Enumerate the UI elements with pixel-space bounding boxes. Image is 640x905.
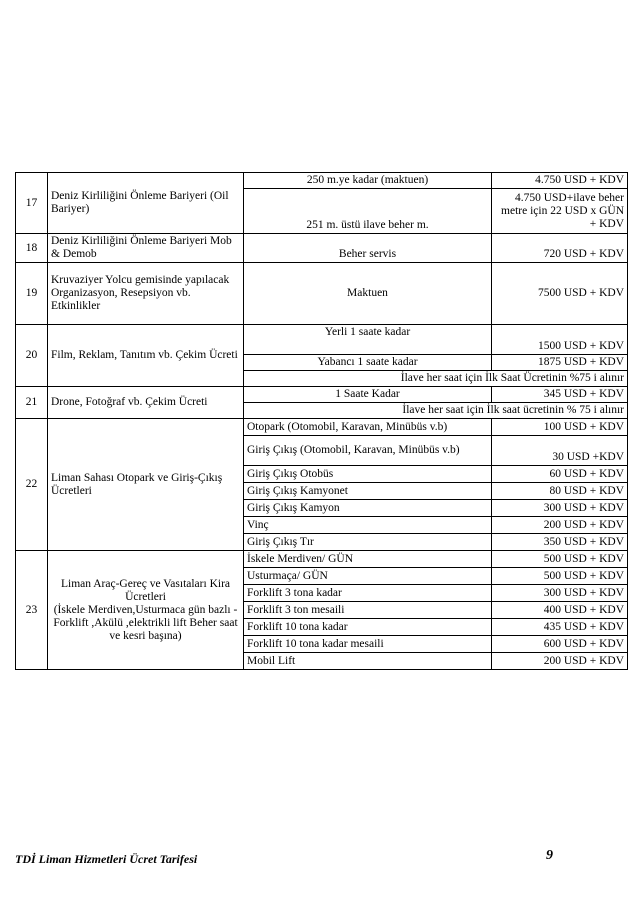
service-description: İskele Merdiven/ GÜN: [244, 551, 492, 568]
service-description: Forklift 3 tona kadar: [244, 585, 492, 602]
price-cell: 7500 USD + KDV: [492, 263, 628, 325]
service-name: Film, Reklam, Tanıtım vb. Çekim Ücreti: [48, 325, 244, 387]
price-cell: 60 USD + KDV: [492, 466, 628, 483]
price-cell: 1500 USD + KDV: [492, 325, 628, 355]
price-cell: 600 USD + KDV: [492, 636, 628, 653]
service-description: Giriş Çıkış Otobüs: [244, 466, 492, 483]
price-cell: 1875 USD + KDV: [492, 355, 628, 371]
service-description: Forklift 10 tona kadar mesaili: [244, 636, 492, 653]
price-cell: 300 USD + KDV: [492, 585, 628, 602]
price-cell: 30 USD +KDV: [492, 436, 628, 466]
price-cell: 345 USD + KDV: [492, 387, 628, 403]
row-number: 22: [16, 419, 48, 551]
service-description: Usturmaça/ GÜN: [244, 568, 492, 585]
price-cell: 400 USD + KDV: [492, 602, 628, 619]
table-row: [16, 551, 628, 568]
row-number: 18: [16, 234, 48, 263]
service-name: Liman Sahası Otopark ve Giriş-Çıkış Ücretleri: [48, 419, 244, 551]
price-cell: 350 USD + KDV: [492, 534, 628, 551]
service-description: Yerli 1 saate kadar: [244, 325, 492, 355]
service-name: Drone, Fotoğraf vb. Çekim Ücreti: [48, 387, 244, 419]
service-description: 251 m. üstü ilave beher m.: [244, 189, 492, 234]
price-cell: 435 USD + KDV: [492, 619, 628, 636]
service-name: Deniz Kirliliğini Önleme Bariyeri (Oil Bariyer): [48, 173, 244, 234]
price-cell: 4.750 USD+ilave beher metre için 22 USD x GÜN + KDV: [492, 189, 628, 234]
service-name-line: Organizasyon, Resepsiyon vb. Etkinlikler: [51, 287, 191, 312]
service-description: Giriş Çıkış Kamyon: [244, 500, 492, 517]
price-cell: 80 USD + KDV: [492, 483, 628, 500]
price-cell: 720 USD + KDV: [492, 234, 628, 263]
row-number: 20: [16, 325, 48, 387]
service-name-line: (İskele Merdiven,Usturmaca gün bazlı - Forklift ,Akülü ,elektrikli lift Beher saat ve kesri başına): [53, 603, 238, 642]
service-description: Forklift 3 ton mesaili: [244, 602, 492, 619]
table-row: [16, 325, 628, 355]
table-row: [16, 387, 628, 403]
service-description: Forklift 10 tona kadar: [244, 619, 492, 636]
price-cell: 200 USD + KDV: [492, 517, 628, 534]
service-description: Giriş Çıkış Kamyonet: [244, 483, 492, 500]
service-name-line: Liman Araç-Gereç ve Vasıtaları Kira Ücretleri: [60, 577, 230, 603]
row-number: 17: [16, 173, 48, 234]
service-description: 1 Saate Kadar: [244, 387, 492, 403]
price-cell: 200 USD + KDV: [492, 653, 628, 670]
price-cell: 300 USD + KDV: [492, 500, 628, 517]
service-name: [48, 263, 244, 325]
service-name-line: Kruvaziyer Yolcu gemisinde yapılacak: [51, 274, 230, 286]
note-cell: İlave her saat için İlk saat ücretinin % 75 i alınır: [244, 403, 628, 419]
note-cell: İlave her saat için İlk Saat Ücretinin %75 i alınır: [244, 371, 628, 387]
row-number: 21: [16, 387, 48, 419]
service-description: Beher servis: [244, 234, 492, 263]
row-number: 23: [16, 551, 48, 670]
service-name: Deniz Kirliliğini Önleme Bariyeri Mob & Demob: [48, 234, 244, 263]
service-description: 250 m.ye kadar (maktuen): [244, 173, 492, 189]
price-cell: 4.750 USD + KDV: [492, 173, 628, 189]
row-number: 19: [16, 263, 48, 325]
table-row: [16, 173, 628, 189]
service-description: Otopark (Otomobil, Karavan, Minübüs v.b): [244, 419, 492, 436]
service-description: Maktuen: [244, 263, 492, 325]
service-description: Giriş Çıkış (Otomobil, Karavan, Minübüs v.b): [244, 436, 492, 466]
page-number: 9: [546, 848, 553, 863]
service-description: Vinç: [244, 517, 492, 534]
service-name: [48, 551, 244, 670]
price-cell: 100 USD + KDV: [492, 419, 628, 436]
tariff-table: [15, 172, 628, 670]
table-row: [16, 234, 628, 263]
price-cell: 500 USD + KDV: [492, 551, 628, 568]
service-description: Mobil Lift: [244, 653, 492, 670]
price-cell: 500 USD + KDV: [492, 568, 628, 585]
service-description: Giriş Çıkış Tır: [244, 534, 492, 551]
table-row: [16, 419, 628, 436]
service-description: Yabancı 1 saate kadar: [244, 355, 492, 371]
table-row: [16, 263, 628, 325]
footer-title: TDİ Liman Hizmetleri Ücret Tarifesi: [15, 852, 198, 866]
